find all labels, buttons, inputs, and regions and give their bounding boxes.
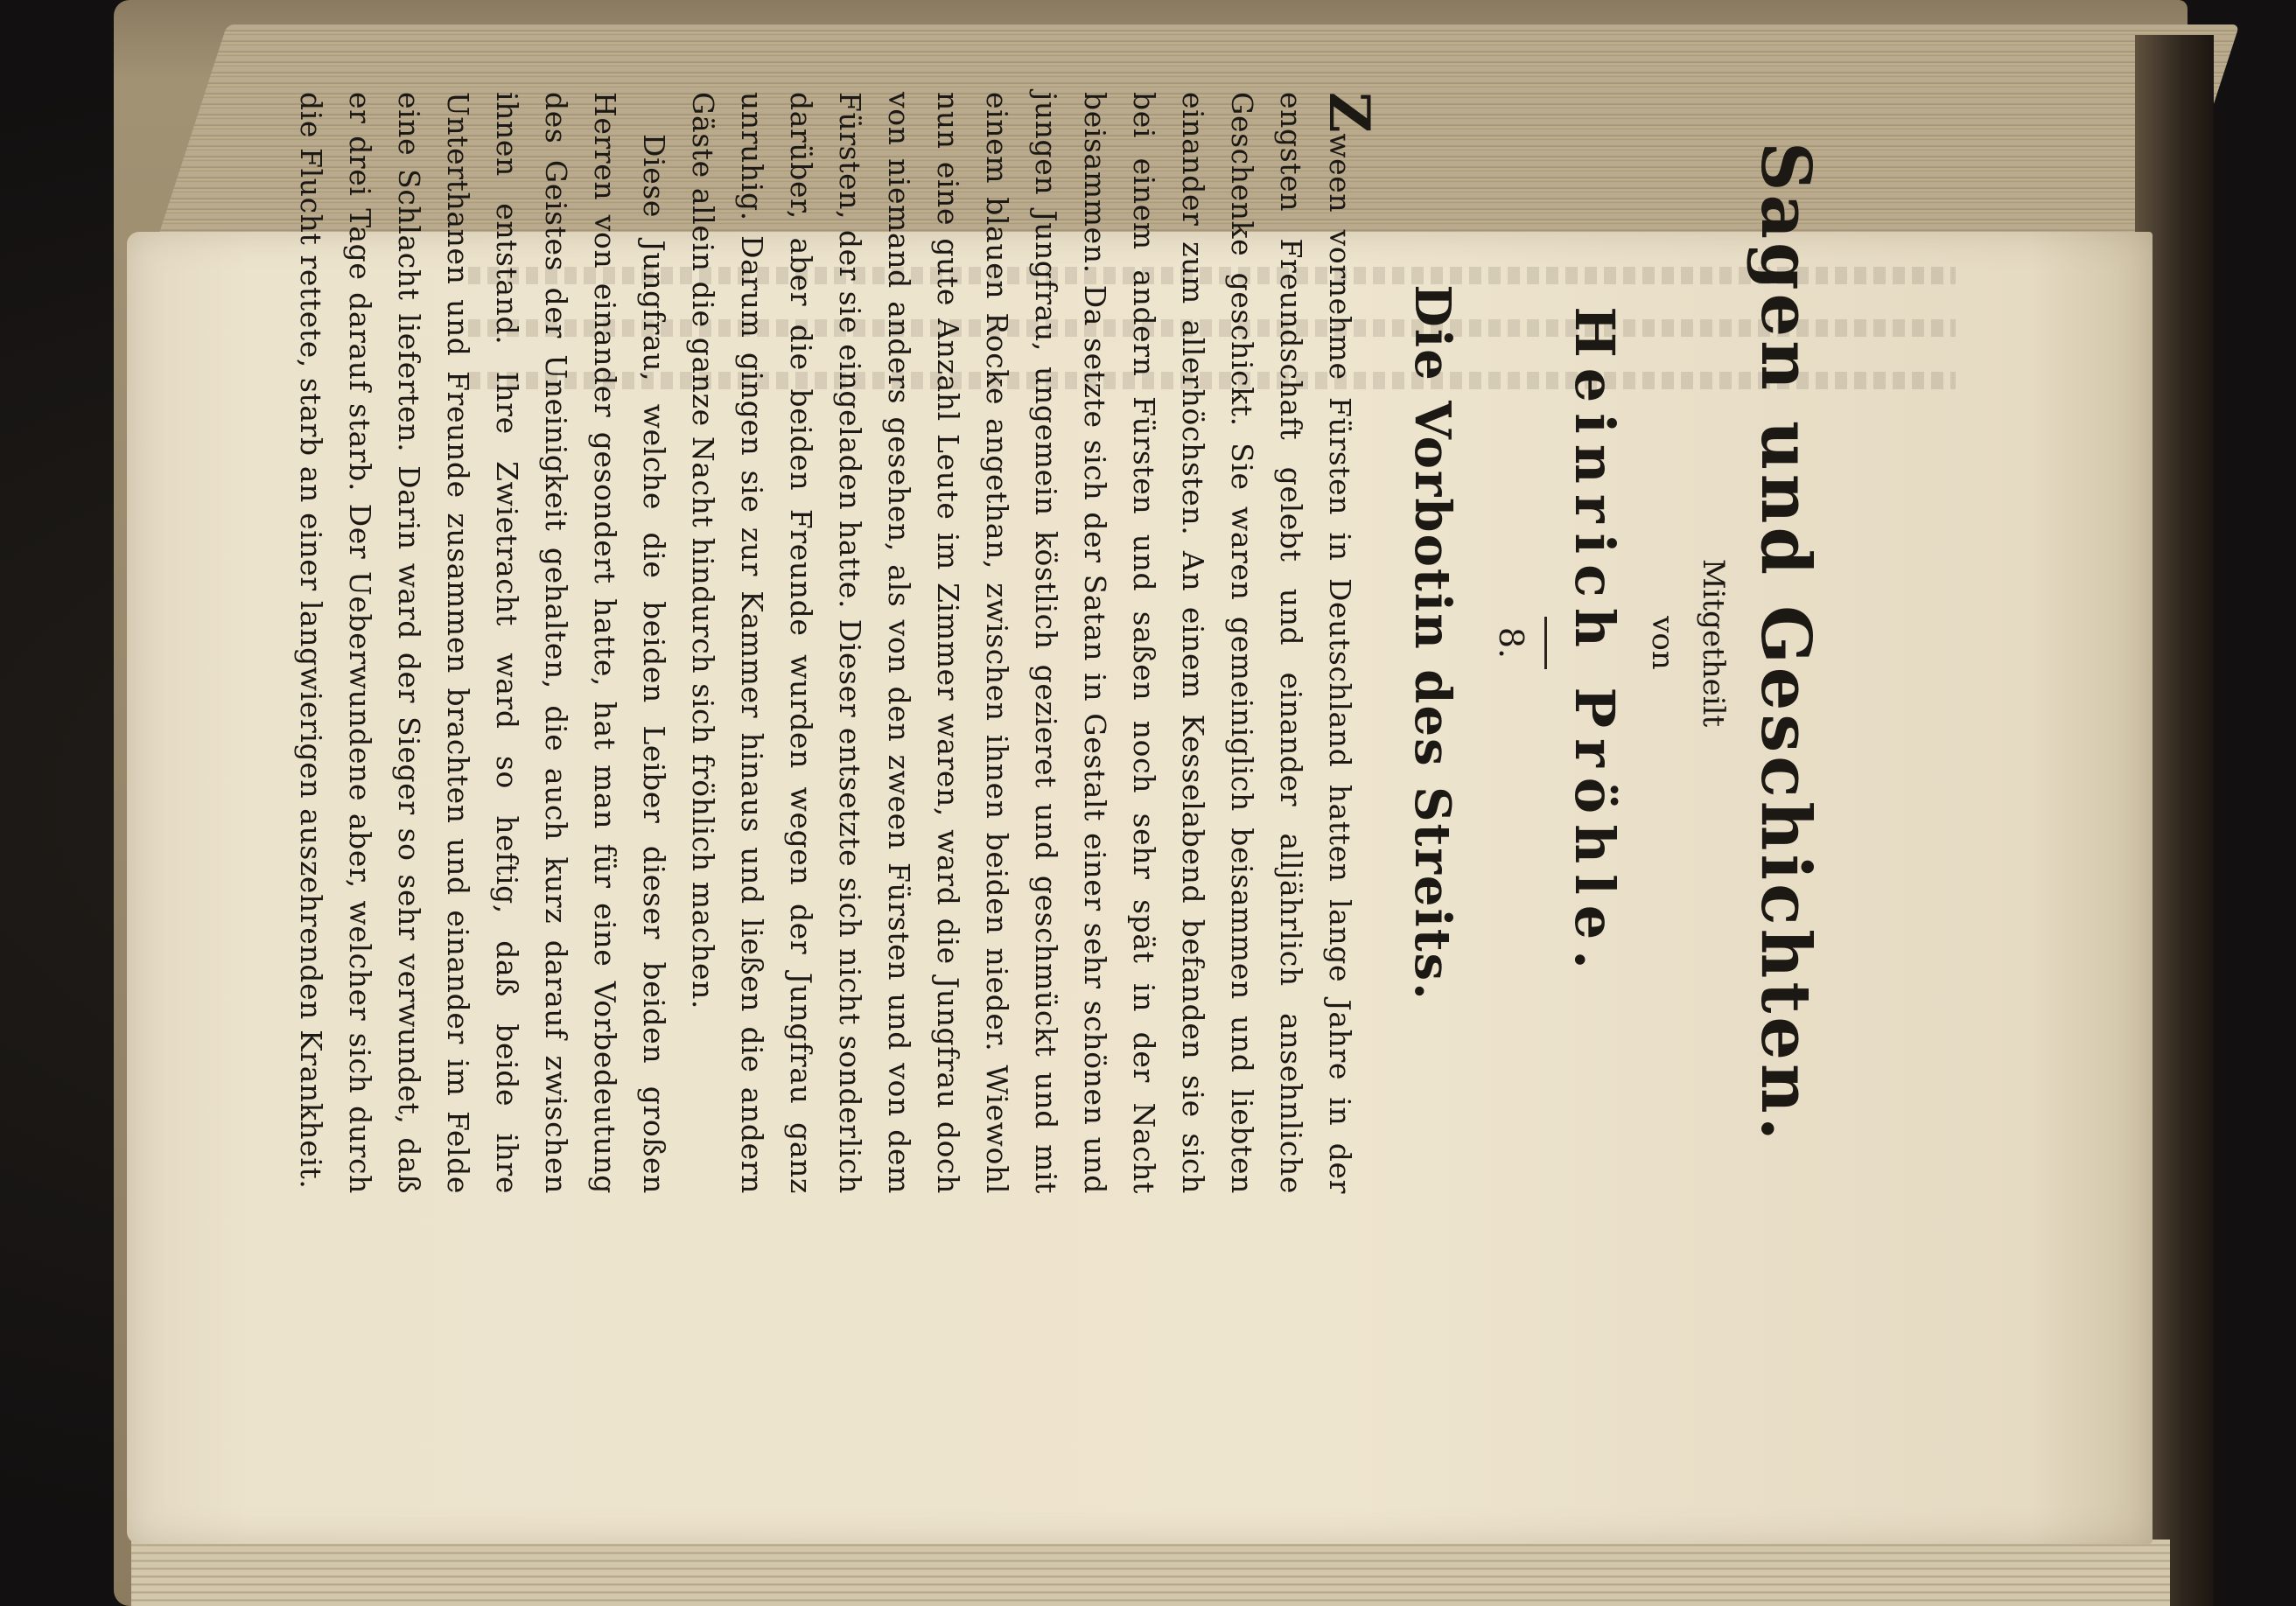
divider-rule (1544, 617, 1547, 669)
paragraph-1 (678, 92, 1382, 1194)
story-number: 8. (1492, 626, 1530, 660)
page-edges-bottom (131, 1540, 2170, 1606)
paragraph-2: Diese Jungfrau, welche die beiden Leiber dieser beiden großen Herren von einander gesondert hatte, hat man für eine Vorbedeutung des Geistes der Uneinigkeit gehalten, die auch kurz darauf zwischen ihnen entstand. Ihre Zwietracht ward so heftig, daß beide ihre Unterthanen und Freunde zusammen brachten und einander im Felde eine Schlacht lieferten. Darin ward der Sieger so sehr verwundet, daß er drei Tage darauf starb. Der Ueberwundene aber, welcher sich durch die Flucht rettete, starb an einer langwierigen auszehrenden Krankheit. (294, 92, 671, 1194)
body-text (286, 92, 1382, 1194)
rotated-page-content (289, 92, 1829, 1194)
series-title: Sagen und Geschichten. (1746, 142, 1825, 1144)
von-label: von (1645, 616, 1680, 670)
author-name: Heinrich Pröhle. (1563, 306, 1627, 980)
heading-block (1399, 92, 1829, 1194)
chapter-title: Die Vorbotin des Streits. (1404, 284, 1461, 1002)
drop-cap: Z (1316, 92, 1382, 134)
paragraph-1-text: ween vornehme Fürsten in Deutschland hatten lange Jahre in der engsten Freundschaft gelebt und einander alljährlich ansehnliche Geschenke geschickt. Sie waren gemeiniglich beisammen und liebten einander zum allerhöchsten. An einem Kesselabend befanden sie sich bei einem andern Fürsten und saßen noch sehr spät in der Nacht beisammen. Da setzte sich der Satan in Gestalt einer sehr schönen und jungen Jungfrau, ungemein köstlich gezieret und geschmückt und mit einem blauen Rocke angethan, zwischen ihnen beiden nieder. Wiewohl nun eine gute Anzahl Leute im Zimmer waren, ward die Jungfrau doch von niemand anders gesehen, als von den zween Fürsten und von dem Fürsten, der sie eingeladen hatte. Dieser entsetzte sich nicht sonderlich darüber, aber die beiden Freunde wurden wegen der Jungfrau ganz unruhig. Darum gingen sie zur Kammer hinaus und ließen die andern Gäste allein die ganze Nacht hindurch sich fröhlich machen. (686, 92, 1357, 1194)
mitgetheilt-label: Mitgetheilt (1696, 558, 1731, 728)
